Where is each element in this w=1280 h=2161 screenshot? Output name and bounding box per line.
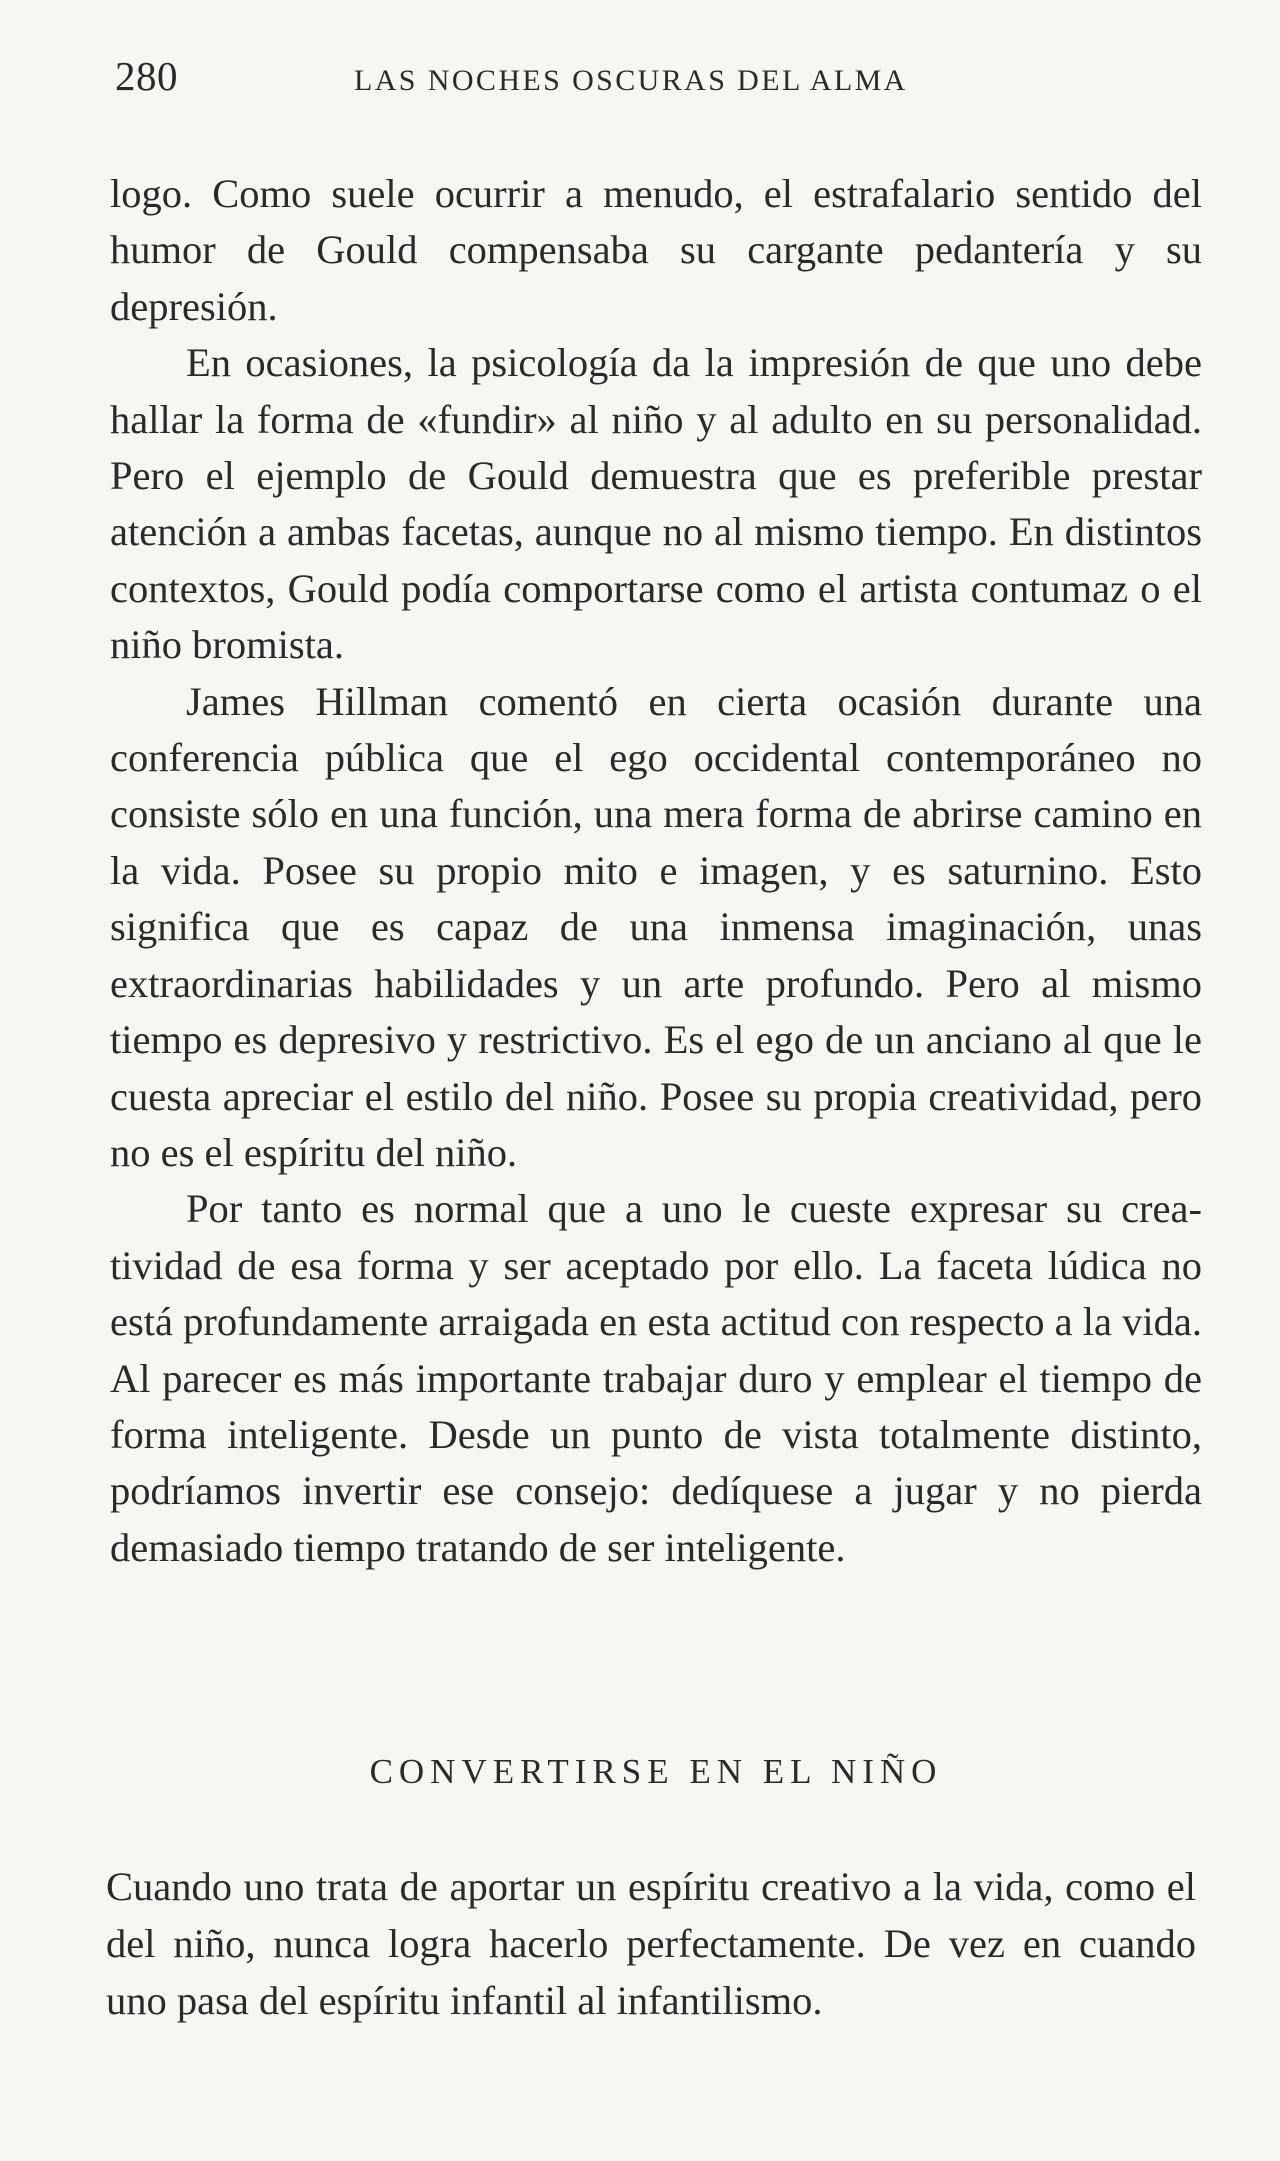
paragraph-continued: logo. Como suele ocurrir a menudo, el estrafalario sentido del humor de Gould compensaba su cargante pedantería y su depresión. bbox=[110, 171, 1202, 329]
book-title: LAS NOCHES OSCURAS DEL ALMA bbox=[354, 64, 908, 97]
page-number: 280 bbox=[115, 53, 178, 99]
section-paragraph: Cuando uno trata de aportar un espíritu creativo a la vida, como el del niño, nunca logra hacerlo perfectamente. De vez en cuando uno pasa del espíritu infantil al infantilismo. bbox=[106, 1864, 1196, 2023]
body-text bbox=[110, 166, 1202, 1576]
section-heading: CONVERTIRSE EN EL NIÑO bbox=[369, 1752, 943, 1791]
paragraph: James Hillman comentó en cierta ocasión durante una conferencia pública que el ego occidental contemporáneo no consiste sólo en una función, una mera forma de abrirse camino en la vida. Posee su propio mito e imagen, y es saturnino. Esto significa que es capaz de una inmensa imaginación, unas extraordinarias habilidades y un arte profundo. Pero al mismo tiempo es depresivo y restrictivo. Es el ego de un anciano al que le cuesta apreciar el estilo del niño. Posee su propia creatividad, pero no es el espíritu del niño. bbox=[110, 678, 1202, 1175]
paragraph: Por tanto es normal que a uno le cueste expresar su creatividad de esa forma y ser aceptado por ello. La faceta lúdica no está profundamente arraigada en esta actitud con respecto a la vida. Al parecer es más importante trabajar duro y emplear el tiempo de forma inteligente. Desde un punto de vista totalmente distinto, podríamos invertir ese consejo: dedíquese a jugar y no pierda demasiado tiempo tratando de ser inteligente. bbox=[110, 1186, 1202, 1570]
section-text bbox=[106, 1858, 1196, 2029]
running-head bbox=[112, 52, 1192, 102]
paragraph: En ocasiones, la psicología da la impresión de que uno debe hallar la forma de «fundir» al niño y al adulto en su personalidad. Pero el ejemplo de Gould demuestra que es preferible prestar atención a ambas facetas, aunque no al mismo tiempo. En distintos contextos, Gould podía comportarse como el artista contumaz o el niño bromista. bbox=[110, 340, 1202, 668]
